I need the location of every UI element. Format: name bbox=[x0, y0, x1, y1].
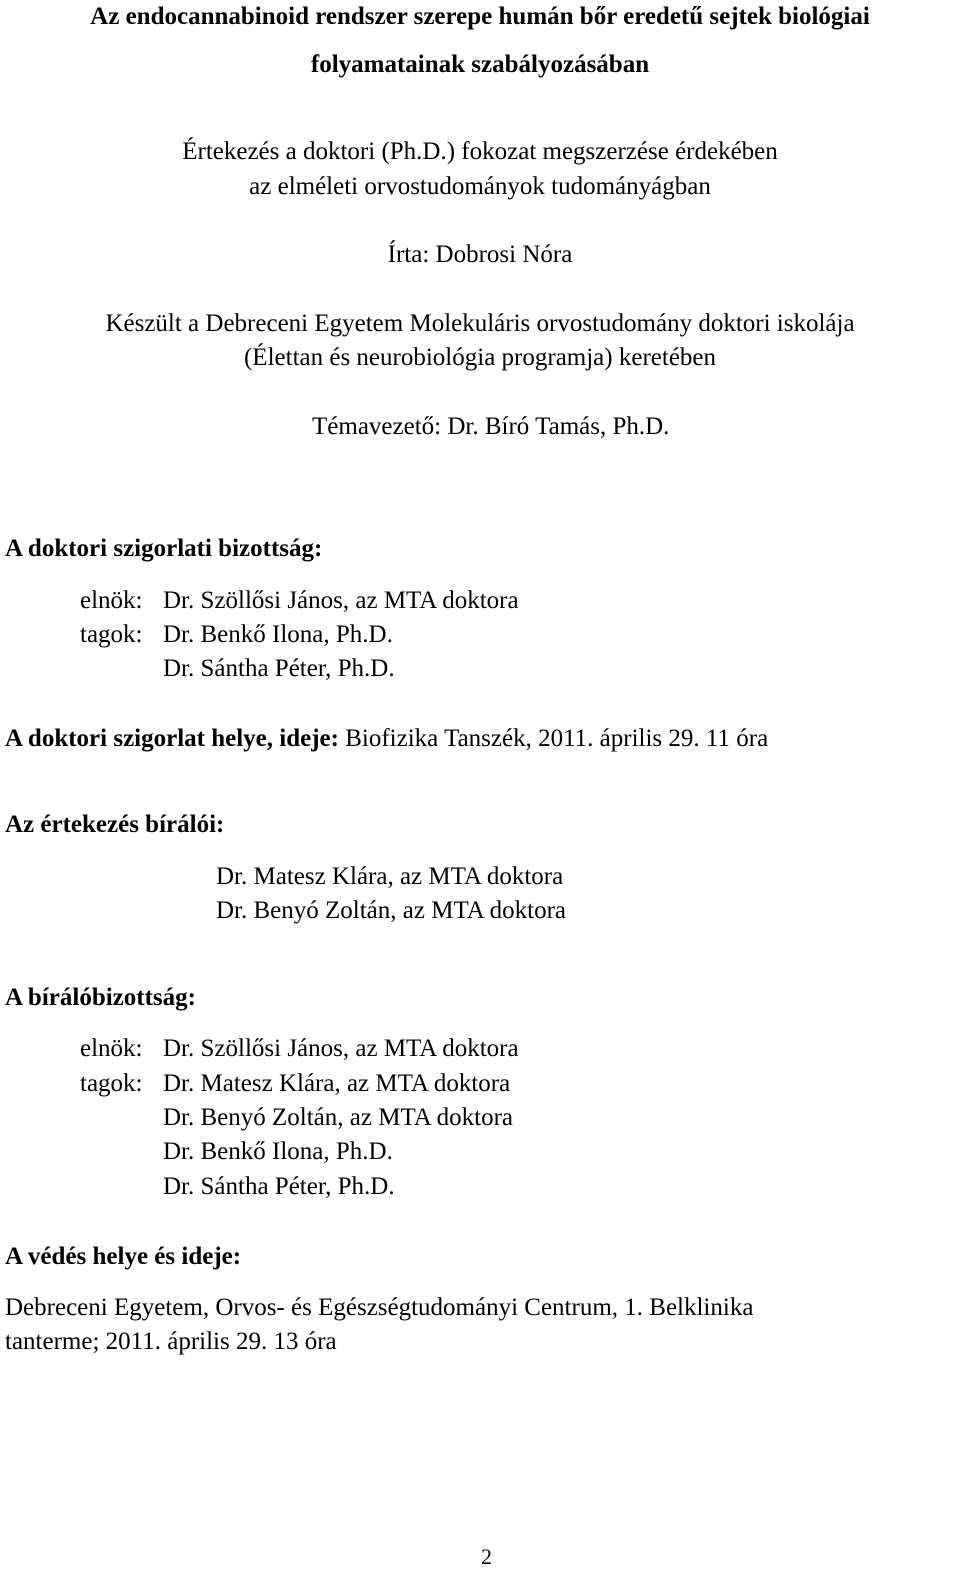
supervisor: Témavezető: Dr. Bíró Tamás, Ph.D. bbox=[312, 413, 670, 440]
review-committee-heading: A bírálóbizottság: bbox=[5, 984, 196, 1011]
exam-committee-heading: A doktori szigorlati bizottság: bbox=[5, 535, 323, 562]
review-committee-members-label: tagok: bbox=[80, 1070, 143, 1097]
exam-committee-chair: Dr. Szöllősi János, az MTA doktora bbox=[163, 587, 519, 614]
exam-place-label: A doktori szigorlat helye, ideje: bbox=[5, 725, 339, 752]
title-line-2: folyamatainak szabályozásában bbox=[310, 51, 650, 78]
defense-heading: A védés helye és ideje: bbox=[5, 1243, 242, 1270]
exam-committee-members-label: tagok: bbox=[80, 621, 143, 648]
institution-line-2: (Élettan és neurobiológia programja) keretében bbox=[243, 344, 717, 371]
review-committee-member: Dr. Sántha Péter, Ph.D. bbox=[163, 1173, 395, 1200]
purpose-line-1: Értekezés a doktori (Ph.D.) fokozat megszerzése érdekében bbox=[182, 138, 778, 165]
page-number: 2 bbox=[481, 1544, 492, 1569]
exam-committee-chair-label: elnök: bbox=[80, 587, 143, 614]
defense-line-2: tanterme; 2011. április 29. 13 óra bbox=[5, 1328, 337, 1355]
defense-line-1: Debreceni Egyetem, Orvos- és Egészségtudományi Centrum, 1. Belklinika bbox=[5, 1294, 754, 1321]
purpose-line-2: az elméleti orvostudományok tudományágban bbox=[249, 173, 711, 200]
exam-committee-member: Dr. Benkő Ilona, Ph.D. bbox=[163, 621, 393, 648]
review-committee-chair-label: elnök: bbox=[80, 1035, 143, 1062]
exam-place-value: Biofizika Tanszék, 2011. április 29. 11 óra bbox=[345, 725, 769, 752]
review-committee-member: Dr. Matesz Klára, az MTA doktora bbox=[163, 1070, 511, 1097]
exam-place bbox=[5, 722, 768, 756]
review-committee-member: Dr. Benyó Zoltán, az MTA doktora bbox=[163, 1104, 514, 1131]
review-committee-chair: Dr. Szöllősi János, az MTA doktora bbox=[163, 1035, 519, 1062]
author: Írta: Dobrosi Nóra bbox=[387, 241, 573, 268]
reviewers-heading: Az értekezés bírálói: bbox=[5, 811, 225, 838]
title-line-1: Az endocannabinoid rendszer szerepe humán bőr eredetű sejtek biológiai bbox=[90, 3, 870, 30]
institution-line-1: Készült a Debreceni Egyetem Molekuláris orvostudomány doktori iskolája bbox=[105, 310, 855, 337]
exam-committee-member: Dr. Sántha Péter, Ph.D. bbox=[163, 655, 395, 682]
reviewer-item: Dr. Benyó Zoltán, az MTA doktora bbox=[216, 897, 567, 924]
reviewer-item: Dr. Matesz Klára, az MTA doktora bbox=[216, 863, 564, 890]
review-committee-member: Dr. Benkő Ilona, Ph.D. bbox=[163, 1138, 393, 1165]
